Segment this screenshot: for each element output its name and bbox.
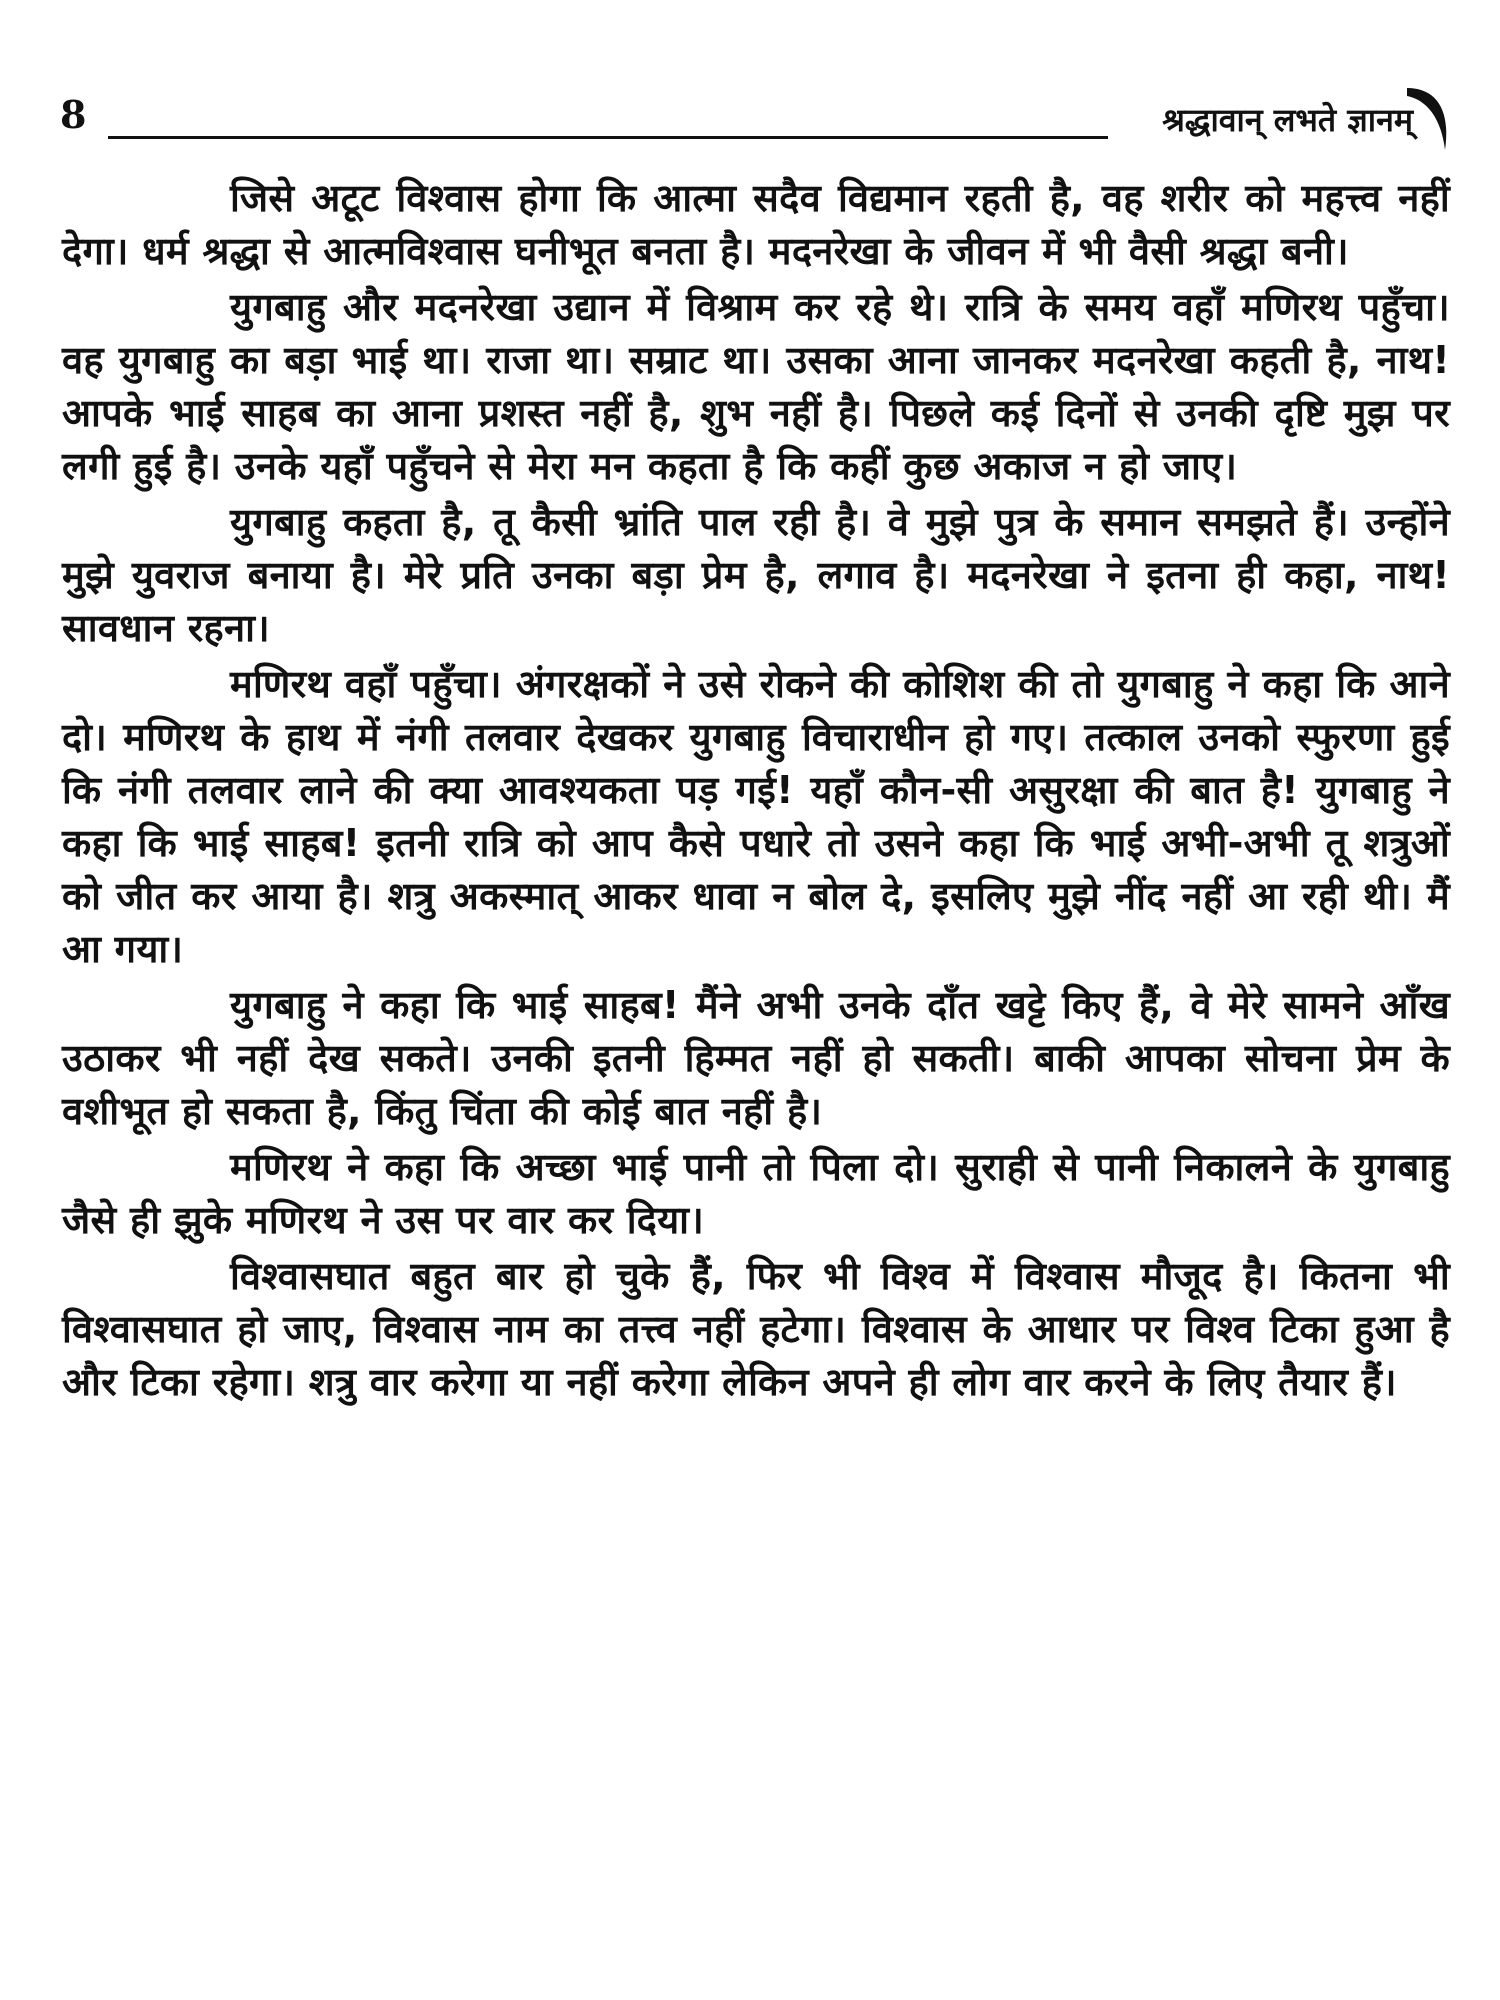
body-text	[62, 172, 1450, 1412]
header-rule	[108, 136, 1108, 139]
page-number: 8	[60, 92, 87, 137]
paragraph: मणिरथ ने कहा कि अच्छा भाई पानी तो पिला दो। सुराही से पानी निकालने के युगबाहु जैसे ही झुके मणिरथ ने उस पर वार कर दिया।	[62, 1145, 1450, 1242]
paragraph: युगबाहु कहता है, तू कैसी भ्रांति पाल रही है। वे मुझे पुत्र के समान समझते हैं। उन्होंने मुझे युवराज बनाया है। मेरे प्रति उनका बड़ा प्रेम है, लगाव है। मदनरेखा ने इतना ही कहा, नाथ! सावधान रहना।	[62, 500, 1450, 650]
paragraph: मणिरथ वहाँ पहुँचा। अंगरक्षकों ने उसे रोकने की कोशिश की तो युगबाहु ने कहा कि आने दो। मणिरथ के हाथ में नंगी तलवार देखकर युगबाहु विचाराधीन हो गए। तत्काल उनको स्फुरणा हुई कि नंगी तलवार लाने की क्या आवश्यकता पड़ गई! यहाँ कौन-सी असुरक्षा की बात है! युगबाहु ने कहा कि भाई साहब! इतनी रात्रि को आप कैसे पधारे तो उसने कहा कि भाई अभी-अभी तू शत्रुओं को जीत कर आया है। शत्रु अकस्मात् आकर धावा न बोल दे, इसलिए मुझे नींद नहीं आ रही थी। मैं आ गया।	[62, 662, 1450, 971]
paragraph: विश्वासघात बहुत बार हो चुके हैं, फिर भी विश्व में विश्वास मौजूद है। कितना भी विश्वासघात हो जाए, विश्वास नाम का तत्त्व नहीं हटेगा। विश्वास के आधार पर विश्व टिका हुआ है और टिका रहेगा। शत्रु वार करेगा या नहीं करेगा लेकिन अपने ही लोग वार करने के लिए तैयार हैं।	[62, 1254, 1450, 1404]
paragraph: युगबाहु और मदनरेखा उद्यान में विश्राम कर रहे थे। रात्रि के समय वहाँ मणिरथ पहुँचा। वह युगबाहु का बड़ा भाई था। राजा था। सम्राट था। उसका आना जानकर मदनरेखा कहती है, नाथ! आपके भाई साहब का आना प्रशस्त नहीं है, शुभ नहीं है। पिछले कई दिनों से उनकी दृष्टि मुझ पर लगी हुई है। उनके यहाँ पहुँचने से मेरा मन कहता है कि कहीं कुछ अकाज न हो जाए।	[62, 285, 1451, 488]
page-header	[60, 92, 1455, 152]
paragraph: युगबाहु ने कहा कि भाई साहब! मैंने अभी उनके दाँत खट्टे किए हैं, वे मेरे सामने आँख उठाकर भी नहीं देख सकते। उनकी इतनी हिम्मत नहीं हो सकती। बाकी आपका सोचना प्रेम के वशीभूत हो सकता है, किंतु चिंता की कोई बात नहीं है।	[62, 983, 1450, 1133]
header-swoosh-ornament	[1405, 78, 1455, 158]
paragraph: जिसे अटूट विश्वास होगा कि आत्मा सदैव विद्यमान रहती है, वह शरीर को महत्त्व नहीं देगा। धर्म श्रद्धा से आत्मविश्वास घनीभूत बनता है। मदनरेखा के जीवन में भी वैसी श्रद्धा बनी।	[62, 176, 1450, 273]
running-title: श्रद्धावान् लभते ज्ञानम्	[1162, 101, 1413, 139]
